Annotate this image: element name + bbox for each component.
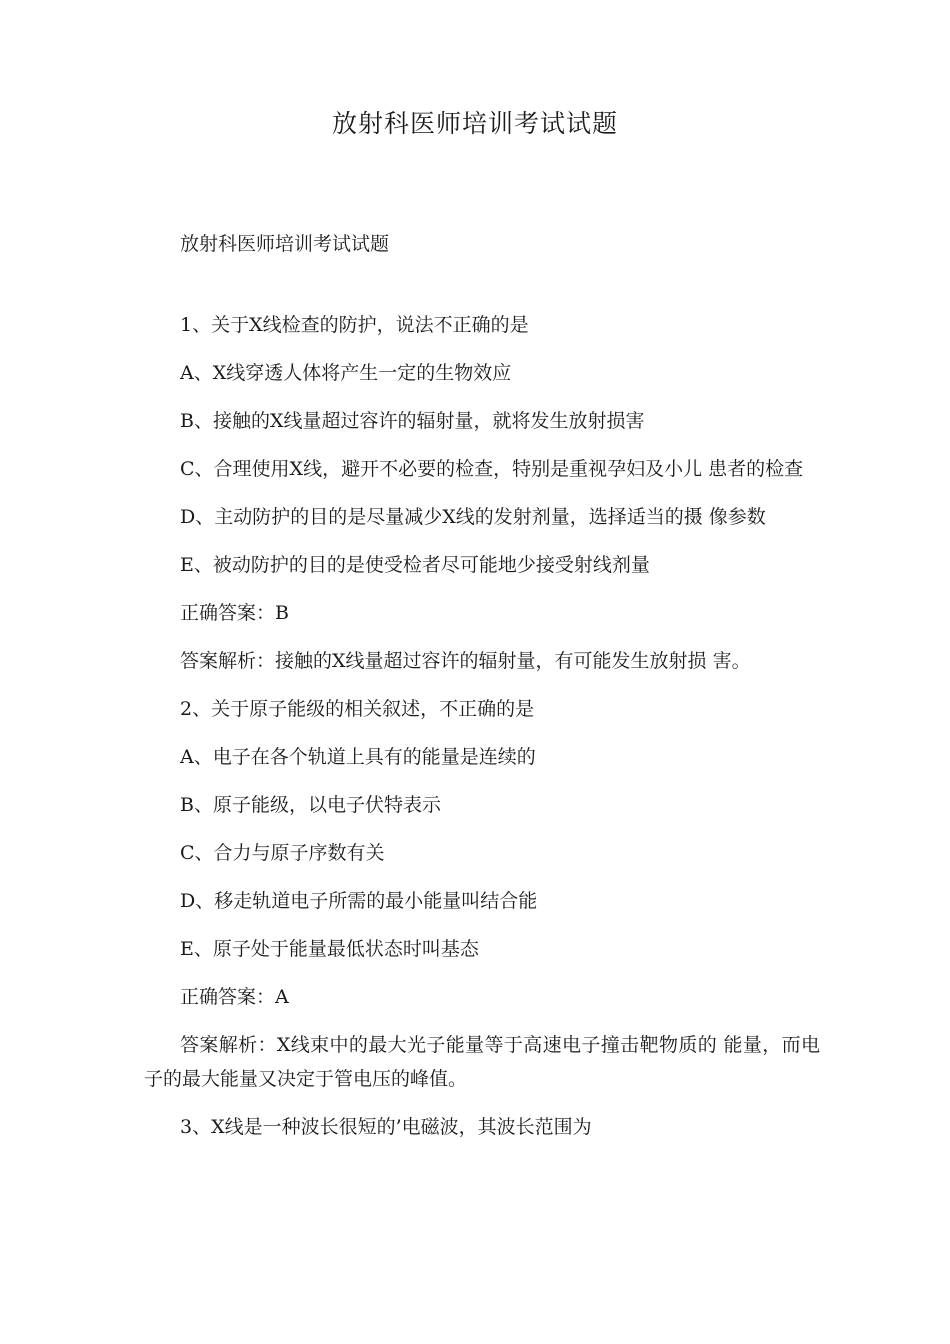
question-1-answer: 正确答案：B	[180, 602, 289, 624]
question-2-option-a: A、电子在各个轨道上具有的能量是连续的	[180, 746, 536, 768]
question-1-option-a: A、X线穿透人体将产生一定的生物效应	[180, 362, 512, 384]
question-1-option-e: E、被动防护的目的是使受检者尽可能地少接受射线剂量	[180, 554, 650, 576]
question-1-explanation: 答案解析：接触的X线量超过容许的辐射量，有可能发生放射损 害。	[180, 650, 751, 672]
question-2-option-b: B、原子能级，以电子伏特表示	[180, 794, 441, 816]
question-2-option-d: D、移走轨道电子所需的最小能量叫结合能	[180, 890, 538, 912]
question-3-stem: 3、X线是一种波长很短的’电磁波，其波长范围为	[180, 1116, 592, 1138]
question-1-option-d: D、主动防护的目的是尽量减少X线的发射剂量，选择适当的摄 像参数	[180, 506, 766, 528]
question-2-stem: 2、关于原子能级的相关叙述，不正确的是	[180, 698, 535, 720]
question-2-option-c: C、合力与原子序数有关	[180, 842, 385, 864]
question-2-option-e: E、原子处于能量最低状态时叫基态	[180, 938, 479, 960]
document-body	[144, 227, 820, 1158]
document-subtitle: 放射科医师培训考试试题	[180, 233, 390, 255]
question-1-stem: 1、关于X线检查的防护，说法不正确的是	[180, 314, 529, 336]
question-2-explanation: 答案解析：X线束中的最大光子能量等于高速电子撞击靶物质的 能量，而电子的最大能量又决定于管电压的峰值。	[144, 1034, 820, 1090]
question-2-answer: 正确答案：A	[180, 986, 289, 1008]
document-title: 放射科医师培训考试试题	[331, 109, 618, 138]
question-1-option-c: C、合理使用X线，避开不必要的检查，特别是重视孕妇及小儿 患者的检查	[180, 458, 804, 480]
question-1-option-b: B、接触的X线量超过容许的辐射量，就将发生放射损害	[180, 410, 645, 432]
